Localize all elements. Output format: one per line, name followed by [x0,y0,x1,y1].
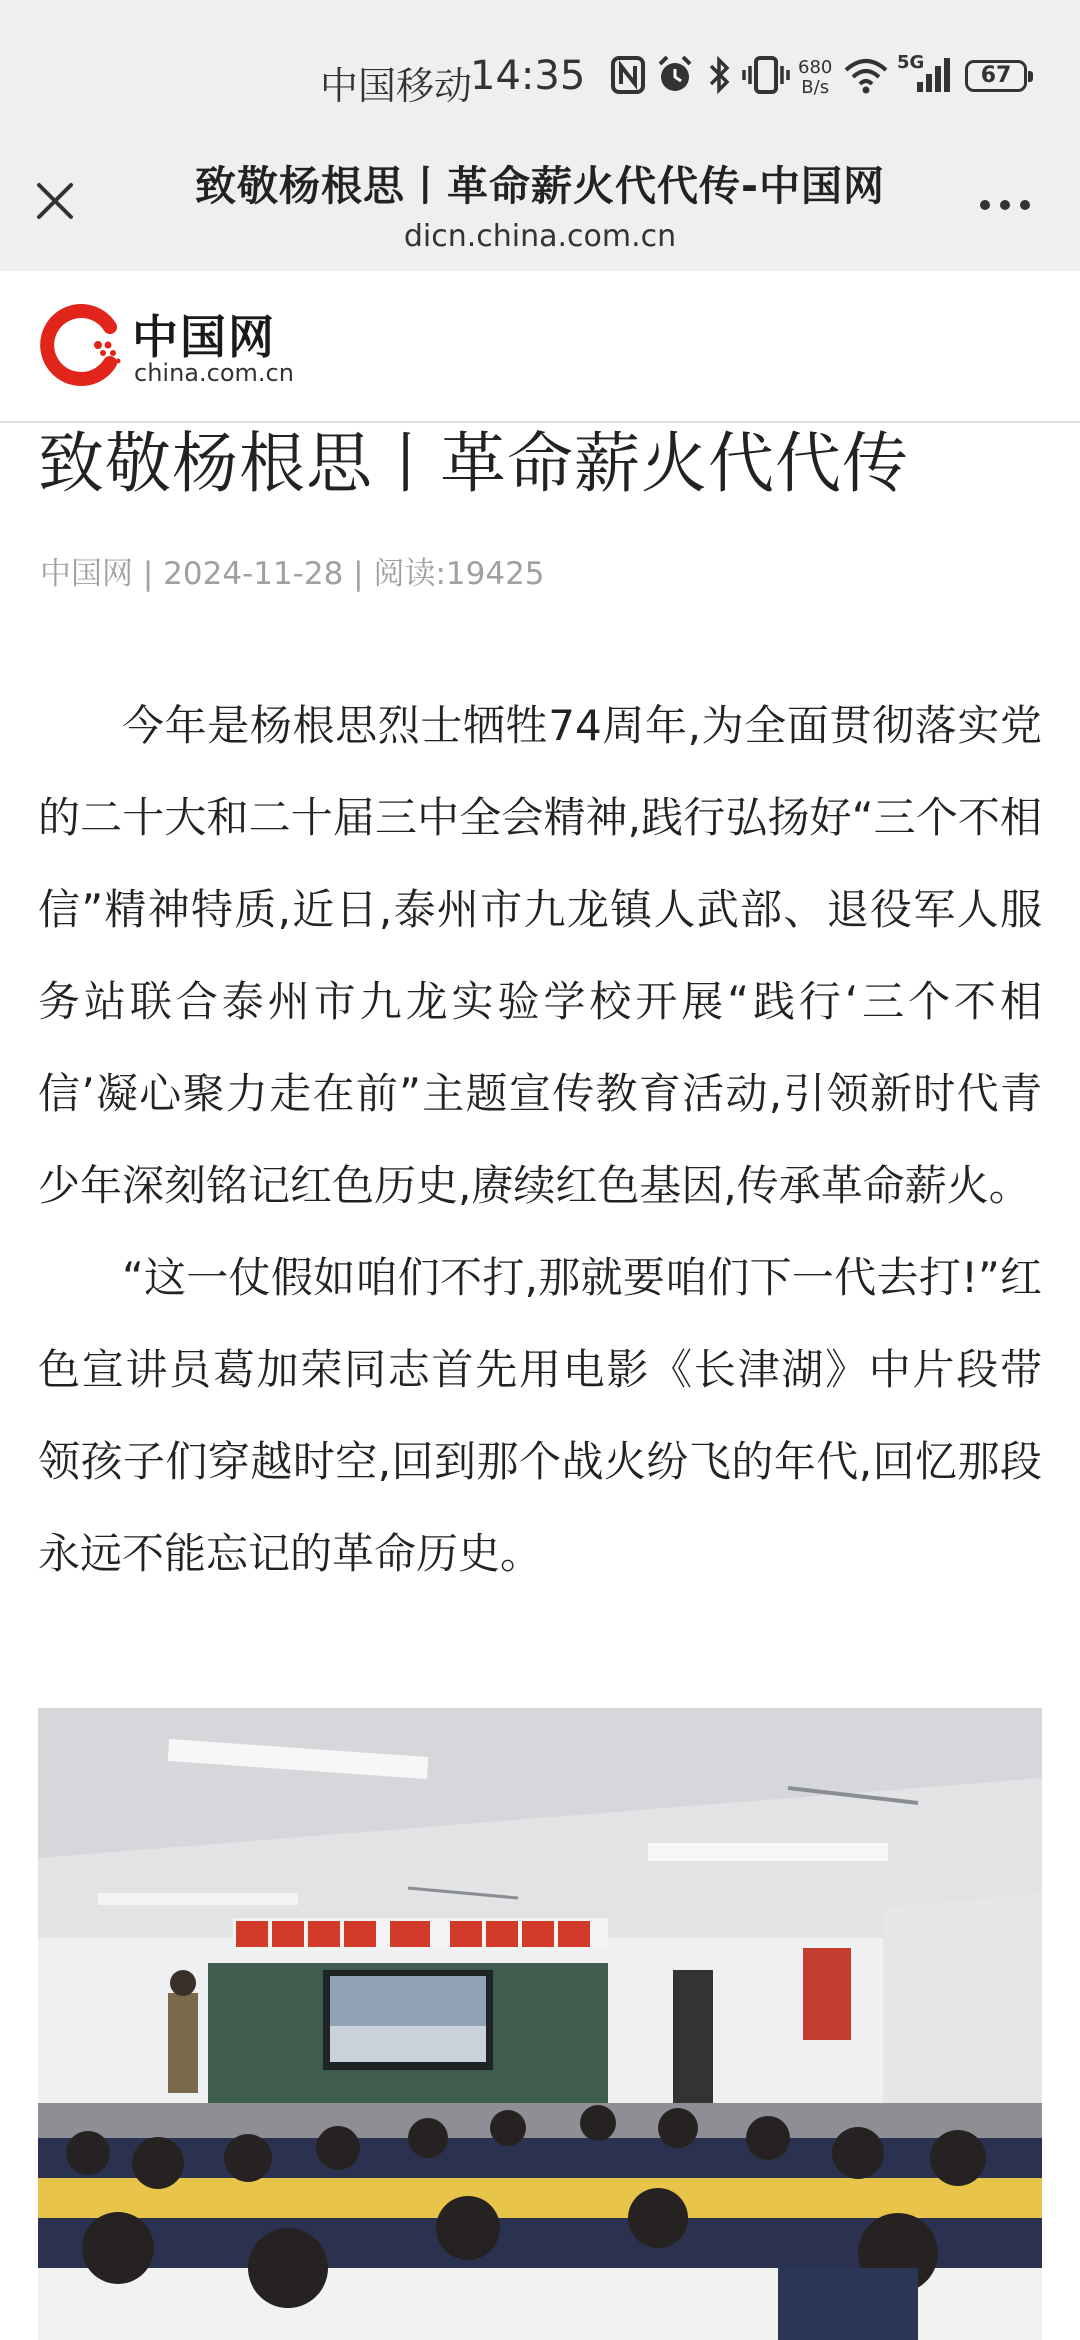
logo-text-en: china.com.cn [134,359,294,387]
close-icon[interactable] [25,171,85,231]
status-icons [610,52,1050,102]
classroom-photo-illustration [38,1708,1042,2340]
bluetooth-icon [705,52,733,98]
logo-text-cn: 中国网 [132,310,276,364]
browser-title-bar [0,135,1080,271]
paragraph: “这一仗假如咱们不打,那就要咱们下一代去打!”红色宣讲员葛加荣同志首先用电影《长津湖》中片段带领孩子们穿越时空,回到那个战火纷飞的年代,回忆那段永远不能忘记的革命历史。 [38,1253,1042,1578]
page-title: 致敬杨根思丨革命薪火代代传-中国网 [194,162,885,210]
clock: 14:35 [470,53,586,99]
page-url: dicn.china.com.cn [403,219,677,254]
signal-icon: 5G [897,52,957,98]
nfc-icon [610,52,646,98]
alarm-icon [655,52,695,98]
carrier-label: 中国移动 [320,64,473,108]
status-bar [0,0,1080,135]
article-meta: 中国网 | 2024-11-28 | 阅读:19425 [40,556,545,592]
net-speed: 680 B/s [798,57,833,98]
paragraph: 今年是杨根思烈士牺牲74周年,为全面贯彻落实党的二十大和二十届三中全会精神,践行弘扬好“三个不相信”精神特质,近日,泰州市九龙镇人武部、退役军人服务站联合泰州市九龙实验学校开展“践行‘三个不相信’凝心聚力走在前”主题宣传教育活动,引领新时代青少年深刻铭记红色历史,赓续红色基因,传承革命薪火。 [38,701,1042,1210]
site-header [0,271,1080,423]
article-title: 致敬杨根思丨革命薪火代代传 [38,425,909,502]
article-body [38,680,1042,1600]
vibrate-icon [742,52,790,98]
battery-indicator: 67 [965,60,1027,92]
china-net-logo-icon [40,303,124,387]
students-group [38,2105,1042,2340]
site-logo[interactable] [40,301,360,391]
wifi-icon [842,52,890,98]
more-options-icon[interactable] [975,195,1035,215]
article-photo[interactable] [38,1708,1042,2340]
